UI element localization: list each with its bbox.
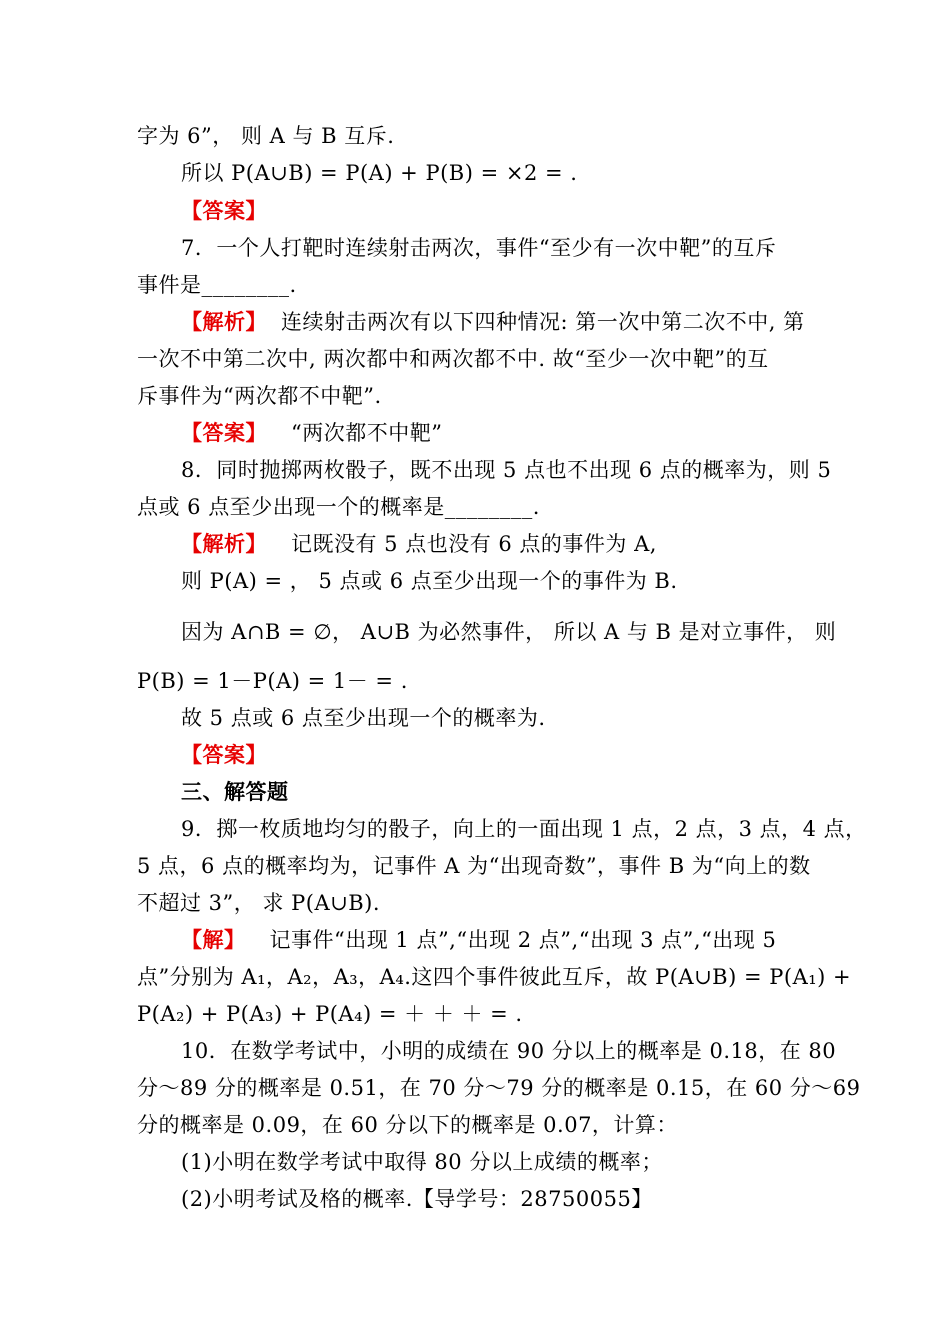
answer-label: 【答案】 bbox=[181, 199, 267, 223]
text-line: 事件是________. bbox=[137, 273, 297, 297]
answer-tag bbox=[181, 741, 817, 769]
text-line: 点”分别为 A₁，A₂，A₃，A₄.这四个事件彼此互斥，故 P(A∪B) = P(A₁) + bbox=[137, 965, 852, 989]
text-line: 因为 A∩B = ∅， A∪B 为必然事件， 所以 A 与 B 是对立事件， 则 bbox=[181, 620, 837, 644]
text-span: 记事件“出现 1 点”,“出现 2 点”,“出现 3 点”,“出现 5 bbox=[269, 928, 777, 952]
text-line: 则 P(A) = ， 5 点或 6 点至少出现一个的事件为 B. bbox=[181, 569, 678, 593]
question-7-line: 7．一个人打靶时连续射击两次，事件“至少有一次中靶”的互斥 bbox=[181, 236, 777, 260]
text-line: 点或 6 点至少出现一个的概率是________. bbox=[137, 495, 540, 519]
text-line: 故 5 点或 6 点至少出现一个的概率为. bbox=[181, 706, 546, 730]
text-line: 斥事件为“两次都不中靶”. bbox=[137, 384, 382, 408]
analysis-label: 【解析】 bbox=[181, 532, 267, 556]
text-line: 5 点，6 点的概率均为，记事件 A 为“出现奇数”，事件 B 为“向上的数 bbox=[137, 854, 811, 878]
text-line: (2)小明考试及格的概率.【导学号：28750055】 bbox=[181, 1187, 653, 1211]
text-line: P(B) = 1－P(A) = 1－ = . bbox=[137, 669, 408, 693]
analysis-label: 【解析】 bbox=[181, 310, 267, 334]
text-line: 字为 6”， 则 A 与 B 互斥. bbox=[137, 124, 395, 148]
question-8-line: 8．同时抛掷两枚骰子，既不出现 5 点也不出现 6 点的概率为，则 5 bbox=[181, 458, 832, 482]
answer-line bbox=[181, 419, 817, 447]
section-heading: 三、解答题 bbox=[181, 780, 289, 804]
solution-line bbox=[181, 926, 817, 954]
solution-label: 【解】 bbox=[181, 928, 246, 952]
question-10-line: 10．在数学考试中，小明的成绩在 90 分以上的概率是 0.18，在 80 bbox=[181, 1039, 837, 1063]
text-span: 连续射击两次有以下四种情况: 第一次中第二次不中, 第 bbox=[281, 310, 805, 334]
text-line: (1)小明在数学考试中取得 80 分以上成绩的概率； bbox=[181, 1150, 663, 1174]
question-9-line: 9．掷一枚质地均匀的骰子，向上的一面出现 1 点，2 点，3 点，4 点， bbox=[181, 817, 867, 841]
analysis-line bbox=[181, 308, 817, 336]
text-line: 一次不中第二次中, 两次都中和两次都不中. 故“至少一次中靶”的互 bbox=[137, 347, 769, 371]
text-line: 不超过 3”， 求 P(A∪B). bbox=[137, 891, 381, 915]
text-line: P(A₂) + P(A₃) + P(A₄) = ＋ ＋ ＋ = . bbox=[137, 1002, 523, 1026]
text-line: 分的概率是 0.09，在 60 分以下的概率是 0.07，计算： bbox=[137, 1113, 678, 1137]
analysis-line bbox=[181, 530, 817, 558]
text-span: “两次都不中靶” bbox=[291, 421, 443, 445]
answer-label: 【答案】 bbox=[181, 421, 267, 445]
text-line: 分～89 分的概率是 0.51，在 70 分～79 分的概率是 0.15，在 60 分～69 bbox=[137, 1076, 861, 1100]
text-line: 所以 P(A∪B) = P(A) + P(B) = ×2 = . bbox=[181, 161, 578, 185]
answer-tag bbox=[181, 197, 817, 225]
text-span: 记既没有 5 点也没有 6 点的事件为 A, bbox=[291, 532, 657, 556]
answer-label: 【答案】 bbox=[181, 743, 267, 767]
